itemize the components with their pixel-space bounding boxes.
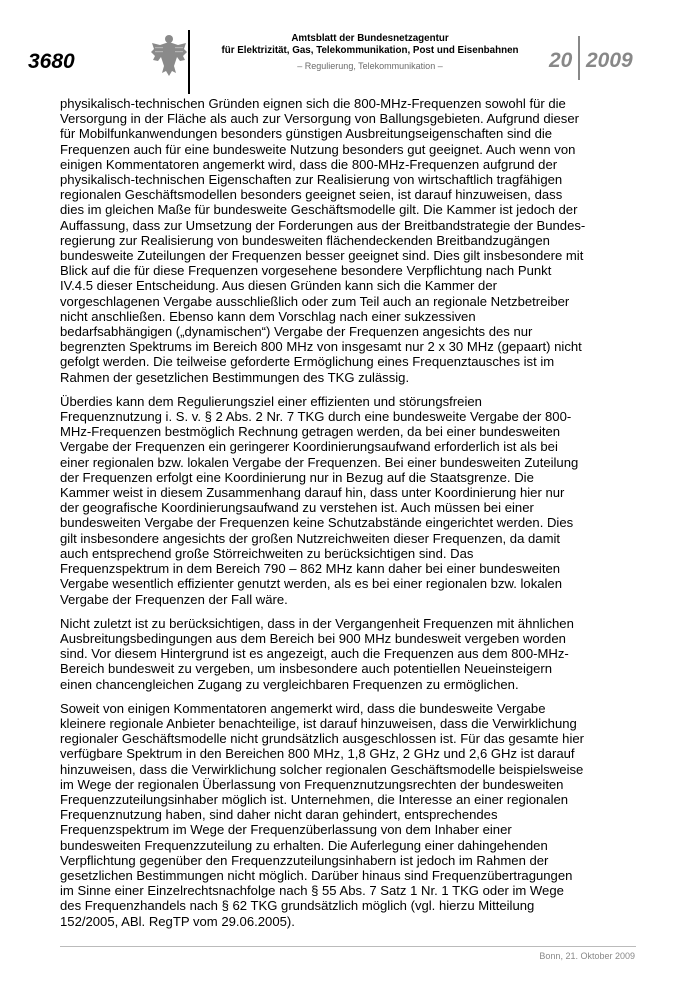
publisher-title (200, 33, 540, 57)
footer-divider (60, 946, 636, 947)
document-body (60, 96, 586, 938)
page-number: 3680 (28, 50, 75, 73)
header-divider (188, 30, 190, 94)
section-subtitle: – Regulierung, Telekommunikation – (297, 61, 443, 71)
issue-divider (578, 36, 580, 80)
paragraph-4: Soweit von einigen Kommentatoren angemerkt wird, dass die bundesweite Vergabe kleinere regionale Anbieter benachteilige, ist darauf hinzuweisen, dass die Verwirklichung regionaler Geschäftsmodelle nicht grundsätzlich ausgeschlossen ist. Für das gesamte hier verfügbare Spektrum in den Bereichen 800 MHz, 1,8 GHz, 2 GHz und 2,6 GHz ist darauf hinzuweisen, dass die Verwirklichung solcher regionalen Geschäftsmodelle beispielsweise im Wege der regionalen Überlassung von Frequenznutzungsrechten der bundesweiten Frequenzzuteilungsinhaber möglich ist. Unternehmen, die Interesse an einer regionalen Frequenznutzung haben, sind daher nicht daran gehindert, entsprechendes Frequenzspektrum im Wege der Frequenzüberlassung von dem Inhaber einer bundesweiten Frequenzzuteilung zu erhalten. Die Auferlegung einer dahingehenden Verpflichtung gegenüber den Frequenzzuteilungsinhabern ist jedoch im Rahmen der gesetzlichen Bestimmungen nicht möglich. Darüber hinaus sind Frequenzübertragungen im Sinne einer Einzelrechtsnachfolge nach § 55 Abs. 7 Satz 1 Nr. 1 TKG oder im Wege des Frequenzhandels nach § 62 TKG grundsätzlich möglich (vgl. hierzu Mitteilung 152/2005, ABl. RegTP vom 29.06.2005). (60, 700, 585, 929)
footer-date: Bonn, 21. Oktober 2009 (539, 951, 635, 961)
paragraph-1: physikalisch-technischen Gründen eignen sich die 800-MHz-Frequenzen sowohl für die Versorgung in der Fläche als auch zur Versorgung von Ballungsgebieten. Aufgrund dieser für Mobilfunkanwendungen besonders günstigen Ausbreitungseigenschaften sind die Frequenzen auch für eine bundesweite Nutzung besonders gut geeignet. Auch wenn von einigen Kommentatoren angemerkt wird, dass die 800-MHz-Frequenzen aufgrund der physikalisch-technischen Eigenschaften zur Realisierung von wirtschaftlich tragfähigen regionalen Geschäftsmodellen besonders geeignet seien, ist darauf hinzuweisen, dass dies im gleichen Maße für bundesweite Geschäftsmodelle gilt. Die Kammer ist jedoch der Auffassung, dass zur Umsetzung der Forderungen aus der Breitbandstrategie der Bundesregierung zur Realisierung von bundesweiten flächendeckenden Breitbandzugängen bundesweite Zuteilungen der Frequenzen besser geeignet sind. Dies gilt insbesondere mit Blick auf die für diese Frequenzen vorgesehene besondere Verpflichtung nach Punkt IV.4.5 dieser Entscheidung. Aus diesen Gründen kann sich die Kammer der vorgeschlagenen Vergabe ausschließlich oder zum Teil auch an regionale Netzbetreiber nicht anschließen. Ebenso kann dem Vorschlag nach einer sukzessiven bedarfsabhängigen („dynamischen“) Vergabe der Frequenzen angesichts des nur begrenzten Spektrums im Bereich 800 MHz von insgesamt nur 2 x 30 MHz (gepaart) nicht gefolgt werden. Die teilweise geforderte Ermöglichung eines Frequenztausches ist im Rahmen der gesetzlichen Bestimmungen des TKG zulässig. (60, 96, 586, 385)
publisher-line-1: Amtsblatt der Bundesnetzagentur (291, 33, 449, 44)
issue-year: 2009 (586, 49, 633, 72)
federal-eagle-icon (150, 33, 188, 77)
paragraph-3: Nicht zuletzt ist zu berücksichtigen, dass in der Vergangenheit Frequenzen mit ähnlichen Ausbreitungsbedingungen aus dem Bereich bei 900 MHz bundesweit vergeben worden sind. Vor diesem Hintergrund ist es angezeigt, auch die Frequenzen aus dem 800-MHz-Bereich bundesweit zu vergeben, um insbesondere auch potentiellen Neueinsteigern einen chancengleichen Zugang zu vergleichbaren Frequenzen zu ermöglichen. (60, 615, 574, 692)
paragraph-2: Überdies kann dem Regulierungsziel einer effizienten und störungsfreien Frequenznutzung i. S. v. § 2 Abs. 2 Nr. 7 TKG durch eine bundesweite Vergabe der 800-MHz-Frequenzen bestmöglich Rechnung getragen werden, da bei einer bundesweiten Vergabe der Frequenzen ein geringerer Koordinierungsaufwand erforderlich ist als bei einer regionalen bzw. lokalen Vergabe der Frequenzen. Bei einer bundesweiten Zuteilung der Frequenzen erfolgt eine Koordinierung nur in Bezug auf die Staatsgrenze. Die Kammer weist in diesem Zusammenhang darauf hin, dass unter Koordinierung hier nur der geografische Koordinierungsaufwand zu verstehen ist. Auch müssen bei einer bundesweiten Vergabe der Frequenzen keine Schutzabstände eingerichtet werden. Dies gilt insbesondere angesichts der großen Nutzreichweiten dieser Frequenzen, da damit auch entsprechend große Störreichweiten zu berücksichtigen sind. Das Frequenzspektrum in dem Bereich 790 – 862 MHz kann daher bei einer bundesweiten Vergabe wesentlich effizienter genutzt werden, als es bei einer regionalen bzw. lokalen Vergabe der Frequenzen der Fall wäre. (60, 393, 579, 607)
publisher-line-2: für Elektrizität, Gas, Telekommunikation, Post und Eisenbahnen (221, 45, 519, 56)
issue-number: 20 (549, 49, 573, 72)
